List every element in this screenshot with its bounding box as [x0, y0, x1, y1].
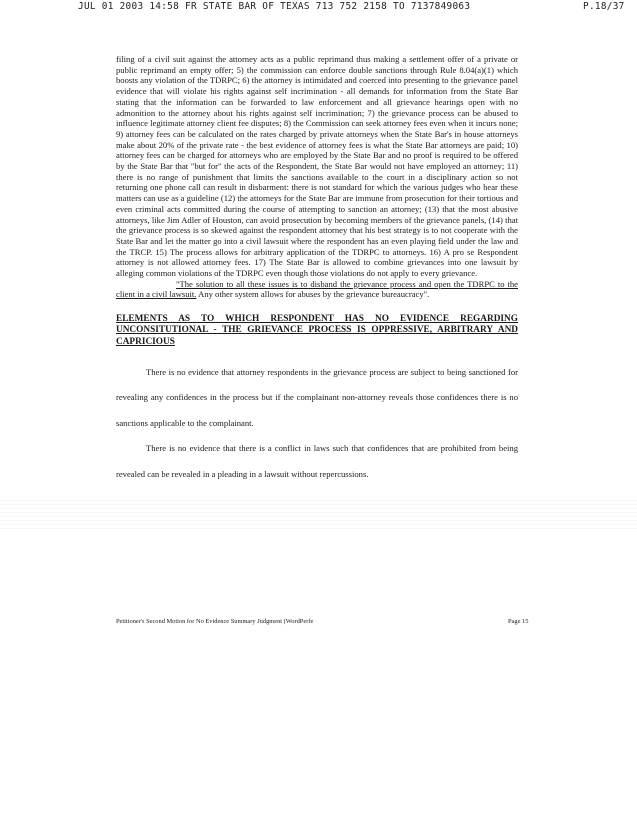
document-body	[116, 54, 518, 487]
section-heading: ELEMENTS AS TO WHICH RESPONDENT HAS NO EVIDENCE REGARDING UNCONSITUTIONAL - THE GRIEVANCE PROCESS IS OPPRESSIVE, ARBITRARY AND CAPRICIOUS	[116, 314, 518, 347]
paragraph-confidences-sanction: There is no evidence that attorney respondents in the grievance process are subject to being sanctioned for revealing any confidences in the process but if the complainant non-attorney reveals those confidences there is no sanctions applicable to the complainant.	[116, 366, 518, 428]
solution-quote	[116, 279, 518, 300]
scan-artifact	[0, 500, 637, 530]
quote-underlined-text: "The solution to all these issues is to disband the grievance process and open the TDRPC to the client in a civil lawsuit.	[116, 278, 518, 300]
fax-transmission-line: JUL 01 2003 14:58 FR STATE BAR OF TEXAS 713 752 2158 TO 7137849063	[78, 1, 471, 12]
fax-page-number: P.18/37	[583, 1, 625, 12]
quote-rest-text: Any other system allows for abuses by the grievance bureaucracy".	[196, 289, 430, 300]
footer-document-title: Petitioner's Second Motion for No Evidence Summary Judgment (WordPerfe	[116, 618, 314, 625]
continued-paragraph: filing of a civil suit against the attorney acts as a public reprimand thus making a settlement offer of a private or public reprimand an empty offer; 5) the commission can enforce double sanctions through Rule 8.04(a)(1) which boosts any violation of the TDRPC; 6) the attorney is intimidated and coerced into presenting to the grievance panel evidence that will violate his rights against self incrimination - all demands for information from the State Bar stating that the information can be forwarded to law enforcement and all grievance hearings open with no admonition to the attorney about his rights against self incrimination; 7) the grievance process can be abused to influence legitimate attorney client fee disputes; 8) the Commission can seek attorney fees even when it incurs none; 9) attorney fees can be calculated on the rates charged by private attorneys when the State Bar's in house attorneys make about 20% of the private rate - the best evidence of attorney fees is what the State Bar attorneys are paid; 10) attorney fees can be charged for attorneys who are employed by the State Bar and no proof is required to be offered by the State Bar that "but for" the acts of the Respondent, the State Bar would not have employed an attorney; 11) there is no range of punishment that limits the sanctions available to the court in a disciplinary action so not returning one phone call can result in disbarment: there is not standard for which the various judges who hear these matters can use as a guideline (12) the attorneys for the State Bar are immune from prosecution for their tortious and even criminal acts committed during the course of attempting to sanction an attorney; (13) that the most abusive attorneys, like Jim Adler of Houston, can avoid prosecution by becoming members of the grievance panels, (14) that the grievance process is so skewed against the respondent attorney that his best strategy is to not cooperate with the State Bar and let the matter go into a civil lawsuit where the respondent has an even playing field under the law and the TRCP. 15) The process allows for arbitrary application of the TDRPC to attorneys. 16) A pro se Respondent attorney is not allowed attorney fees. 17) The State Bar is allowed to combine grievances into one lawsuit by alleging common violations of the TDRPC even though those violations do not apply to every grievance.	[116, 54, 518, 279]
footer-page-number: Page 15	[508, 618, 529, 625]
fax-header	[0, 0, 637, 14]
paragraph-conflict-in-laws: There is no evidence that there is a conflict in laws such that confidences that are prohibited from being revealed can be revealed in a pleading in a lawsuit without repercussions.	[116, 443, 518, 479]
